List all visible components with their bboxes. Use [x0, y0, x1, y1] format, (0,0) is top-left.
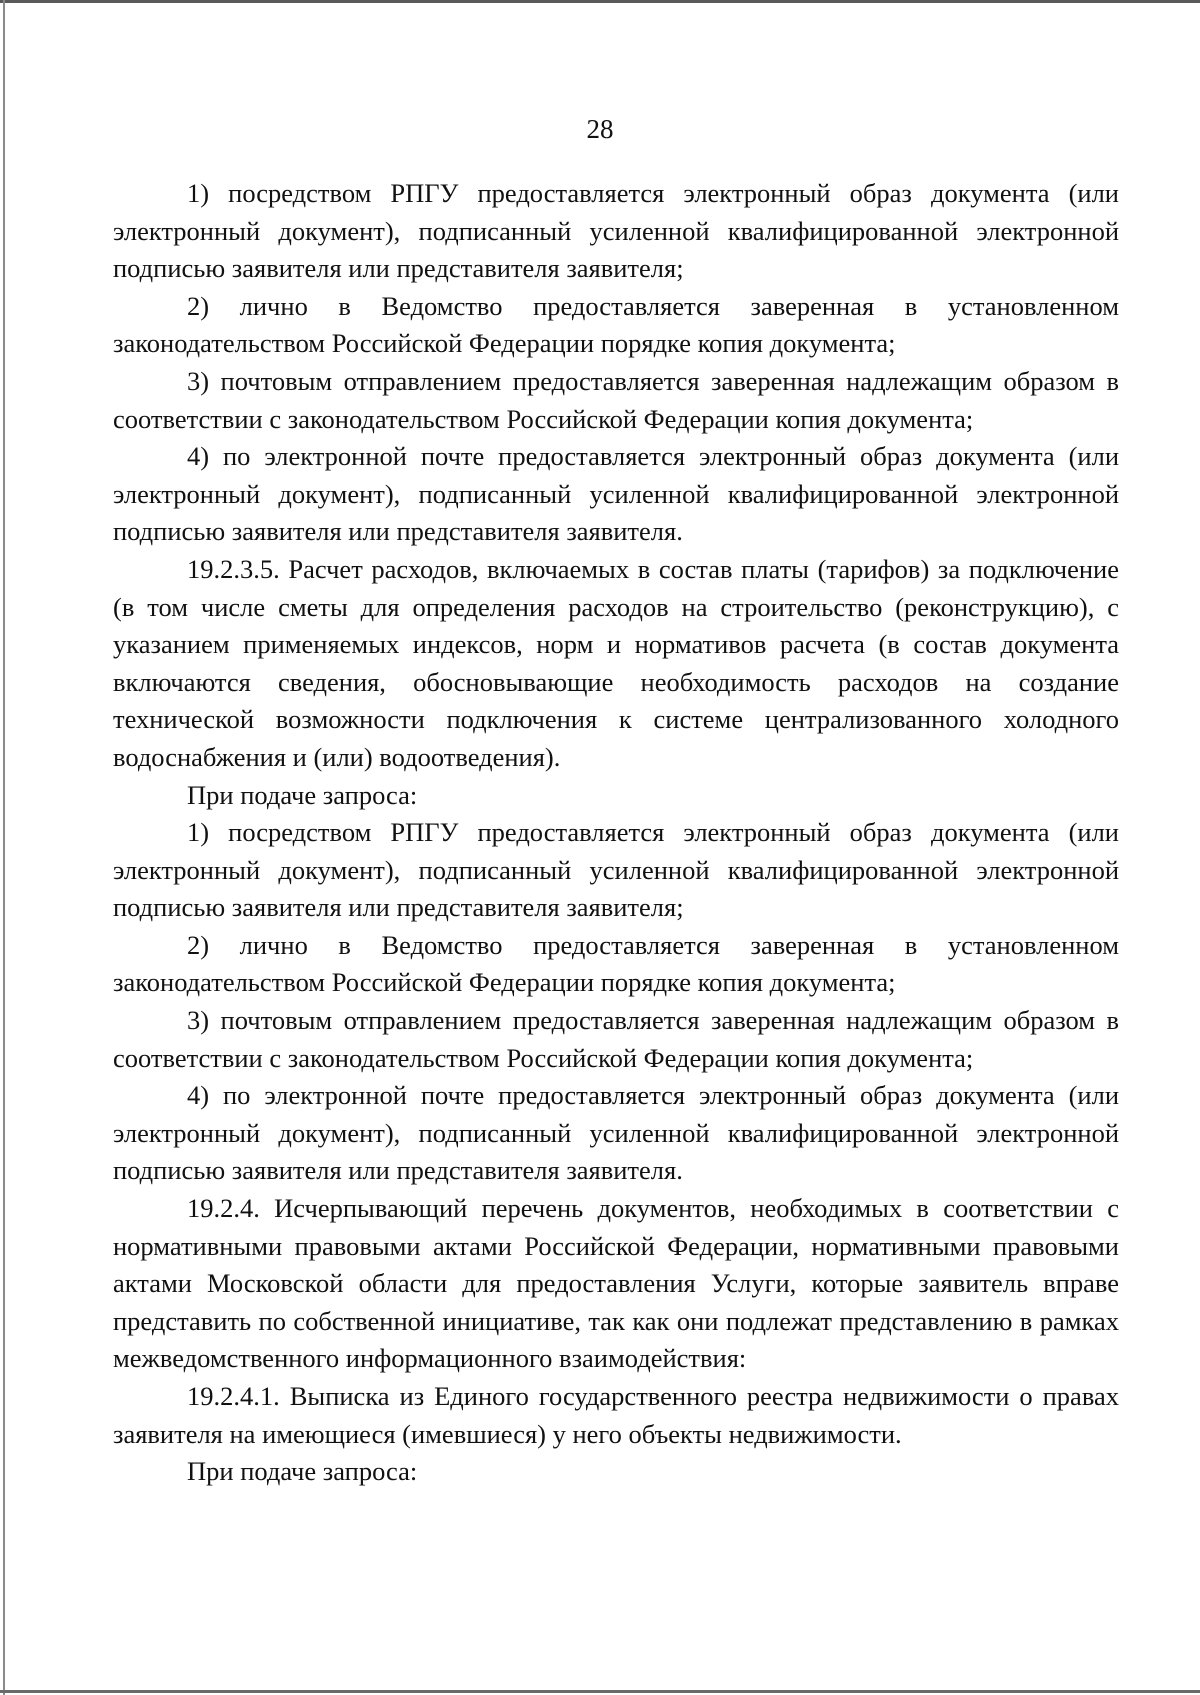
paragraph-postal-item-3: 3) почтовым отправлением предоставляется заверенная надлежащим образом в соответствии с законодательством Российской Федерации копия документа; [113, 365, 1119, 434]
paragraph-postal-item-3-repeat: 3) почтовым отправлением предоставляется заверенная надлежащим образом в соответствии с законодательством Российской Федерации копия документа; [113, 1005, 1119, 1073]
paragraph-request-heading-final: При подаче запроса: [187, 1456, 418, 1487]
paragraph-personal-item-2: 2) лично в Ведомство предоставляется заверенная в установленном законодательством Российской Федерации порядке копия документа; [113, 290, 1119, 359]
paragraph-request-heading: При подаче запроса: [187, 779, 418, 810]
paragraph-section-19-2-4-1: 19.2.4.1. Выписка из Единого государственного реестра недвижимости о правах заявителя на имеющиеся (имевшиеся) у него объекты недвижимости. [113, 1381, 1119, 1449]
scan-edge-left [3, 0, 5, 1695]
scan-edge-top [0, 0, 1200, 3]
paragraph-section-19-2-3-5: 19.2.3.5. Расчет расходов, включаемых в состав платы (тарифов) за подключение (в том числе сметы для определения расходов на строительство (реконструкцию), с указанием применяемых индексов, норм и нормативов расчета (в состав документа включаются сведения, обосновывающие необходимость расходов на создание технической возможности подключения к системе централизованного холодного водоснабжения и (или) водоотведения). [113, 553, 1119, 772]
paragraph-rpgu-item-1-repeat: 1) посредством РПГУ предоставляется электронный образ документа (или электронный документ), подписанный усиленной квалифицированной электронной подписью заявителя или представителя заявителя; [113, 817, 1119, 923]
scan-edge-bottom [0, 1690, 1200, 1693]
paragraph-rpgu-item-1: 1) посредством РПГУ предоставляется электронный образ документа (или электронный документ), подписанный усиленной квалифицированной электронной подписью заявителя или представителя заявителя; [113, 178, 1119, 284]
paragraph-email-item-4-repeat: 4) по электронной почте предоставляется электронный образ документа (или электронный документ), подписанный усиленной квалифицированной электронной подписью заявителя или представителя заявителя. [113, 1080, 1119, 1186]
paragraph-personal-item-2-repeat: 2) лично в Ведомство предоставляется заверенная в установленном законодательством Российской Федерации порядке копия документа; [113, 929, 1119, 998]
paragraph-email-item-4: 4) по электронной почте предоставляется электронный образ документа (или электронный документ), подписанный усиленной квалифицированной электронной подписью заявителя или представителя заявителя. [113, 441, 1119, 547]
page-number: 28 [586, 114, 614, 144]
document-body [113, 175, 1119, 1491]
paragraph-section-19-2-4: 19.2.4. Исчерпывающий перечень документов, необходимых в соответствии с нормативными правовыми актами Российской Федерации, нормативными правовыми актами Московской области для предоставления Услуги, которые заявитель вправе представить по собственной инициативе, так как они подлежат представлению в рамках межведомственного информационного взаимодействия: [113, 1193, 1119, 1374]
